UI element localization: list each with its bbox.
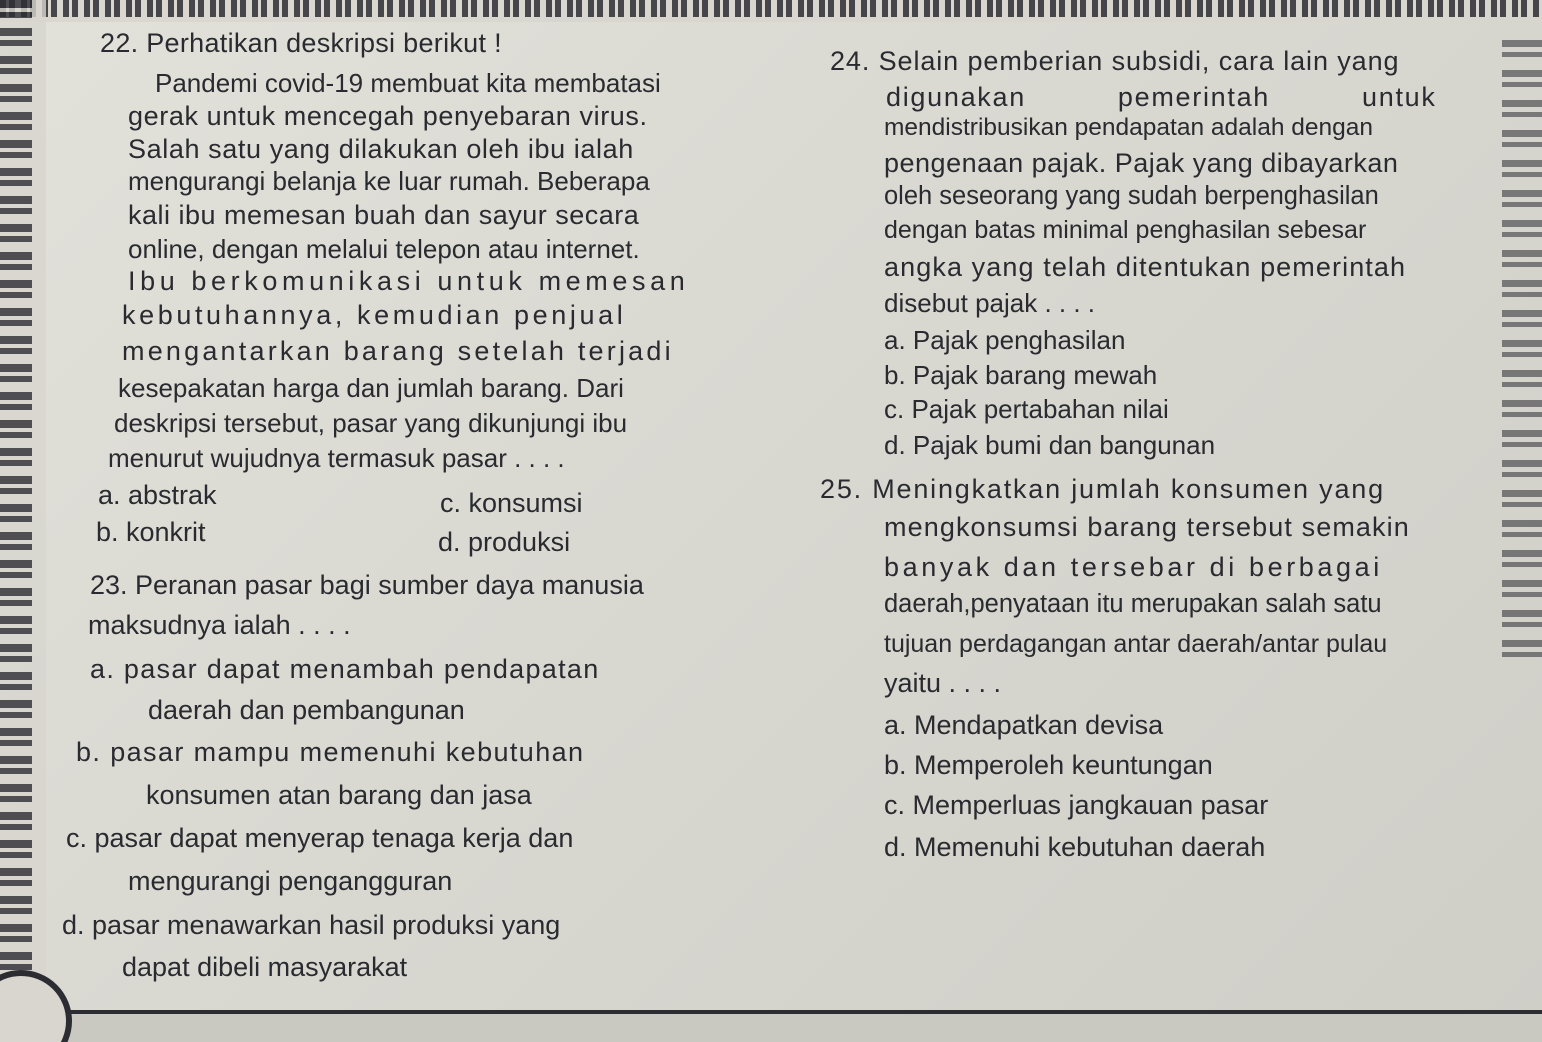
passage-line: kali ibu memesan buah dan sayur secara: [128, 200, 640, 230]
question-line: dengan batas minimal penghasilan sebesar: [884, 216, 1367, 244]
option-a: a. pasar dapat menambah pendapatan: [90, 654, 600, 684]
decorative-border-left: [0, 0, 46, 1042]
option-b: b. Pajak barang mewah: [884, 360, 1158, 390]
option-b: b. Memperoleh keuntungan: [884, 750, 1213, 780]
decorative-corner: [0, 970, 72, 1042]
option-d-continued: dapat dibeli masyarakat: [122, 952, 408, 982]
question-line: pengenaan pajak. Pajak yang dibayarkan: [884, 148, 1399, 178]
question-line: angka yang telah ditentukan pemerintah: [884, 252, 1407, 282]
option-d: d. Pajak bumi dan bangunan: [884, 430, 1216, 460]
question-line: mengkonsumsi barang tersebut semakin: [884, 512, 1410, 542]
passage-line: Ibu berkomunikasi untuk memesan: [128, 266, 690, 296]
option-b-continued: konsumen atan barang dan jasa: [146, 780, 532, 810]
option-a: a. Mendapatkan devisa: [884, 710, 1164, 740]
option-c: c. Memperluas jangkauan pasar: [884, 790, 1269, 820]
passage-line: online, dengan melalui telepon atau internet.: [128, 234, 640, 264]
question-line: oleh seseorang yang sudah berpenghasilan: [884, 182, 1379, 210]
passage-line: deskripsi tersebut, pasar yang dikunjungi ibu: [114, 408, 628, 438]
question-line: yaitu . . . .: [884, 668, 1002, 698]
passage-line: Salah satu yang dilakukan oleh ibu ialah: [128, 134, 634, 164]
option-a: a. abstrak: [98, 480, 217, 510]
option-c: c. konsumsi: [440, 488, 583, 518]
question-line: daerah,penyataan itu merupakan salah satu: [884, 590, 1382, 618]
question-line: banyak dan tersebar di berbagai: [884, 552, 1383, 582]
option-a: a. Pajak penghasilan: [884, 325, 1126, 355]
option-c-continued: mengurangi pengangguran: [128, 866, 453, 896]
passage-line: menurut wujudnya termasuk pasar . . . .: [108, 443, 565, 473]
question-line: maksudnya ialah . . . .: [88, 610, 351, 640]
option-c: c. Pajak pertabahan nilai: [884, 394, 1169, 424]
question-heading: 23. Peranan pasar bagi sumber daya manusia: [90, 570, 644, 600]
question-heading: 22. Perhatikan deskripsi berikut !: [100, 28, 502, 58]
option-d: d. produksi: [438, 527, 571, 557]
passage-line: Pandemi covid-19 membuat kita membatasi: [155, 68, 661, 98]
decorative-border-bottom: [0, 1010, 1542, 1042]
question-line: disebut pajak . . . .: [884, 288, 1096, 318]
decorative-border-right: [1502, 40, 1542, 660]
option-b: b. pasar mampu memenuhi kebutuhan: [76, 737, 585, 767]
question-line: tujuan perdagangan antar daerah/antar pulau: [884, 630, 1388, 658]
option-c: c. pasar dapat menyerap tenaga kerja dan: [66, 823, 574, 853]
option-d: d. Memenuhi kebutuhan daerah: [884, 832, 1266, 862]
passage-line: mengurangi belanja ke luar rumah. Beberapa: [128, 166, 650, 196]
option-d: d. pasar menawarkan hasil produksi yang: [62, 910, 561, 940]
passage-line: kesepakatan harga dan jumlah barang. Dari: [118, 373, 624, 403]
option-a-continued: daerah dan pembangunan: [148, 695, 465, 725]
question-heading: 24. Selain pemberian subsidi, cara lain yang: [830, 46, 1400, 76]
question-line: mendistribusikan pendapatan adalah dengan: [884, 114, 1374, 141]
passage-line: gerak untuk mencegah penyebaran virus.: [128, 101, 648, 131]
passage-line: mengantarkan barang setelah terjadi: [122, 336, 674, 366]
question-heading: 25. Meningkatkan jumlah konsumen yang: [820, 474, 1385, 504]
question-line: digunakan pemerintah untuk: [886, 82, 1437, 112]
decorative-border-top: [0, 0, 1542, 22]
option-b: b. konkrit: [96, 517, 206, 547]
passage-line: kebutuhannya, kemudian penjual: [122, 300, 627, 330]
